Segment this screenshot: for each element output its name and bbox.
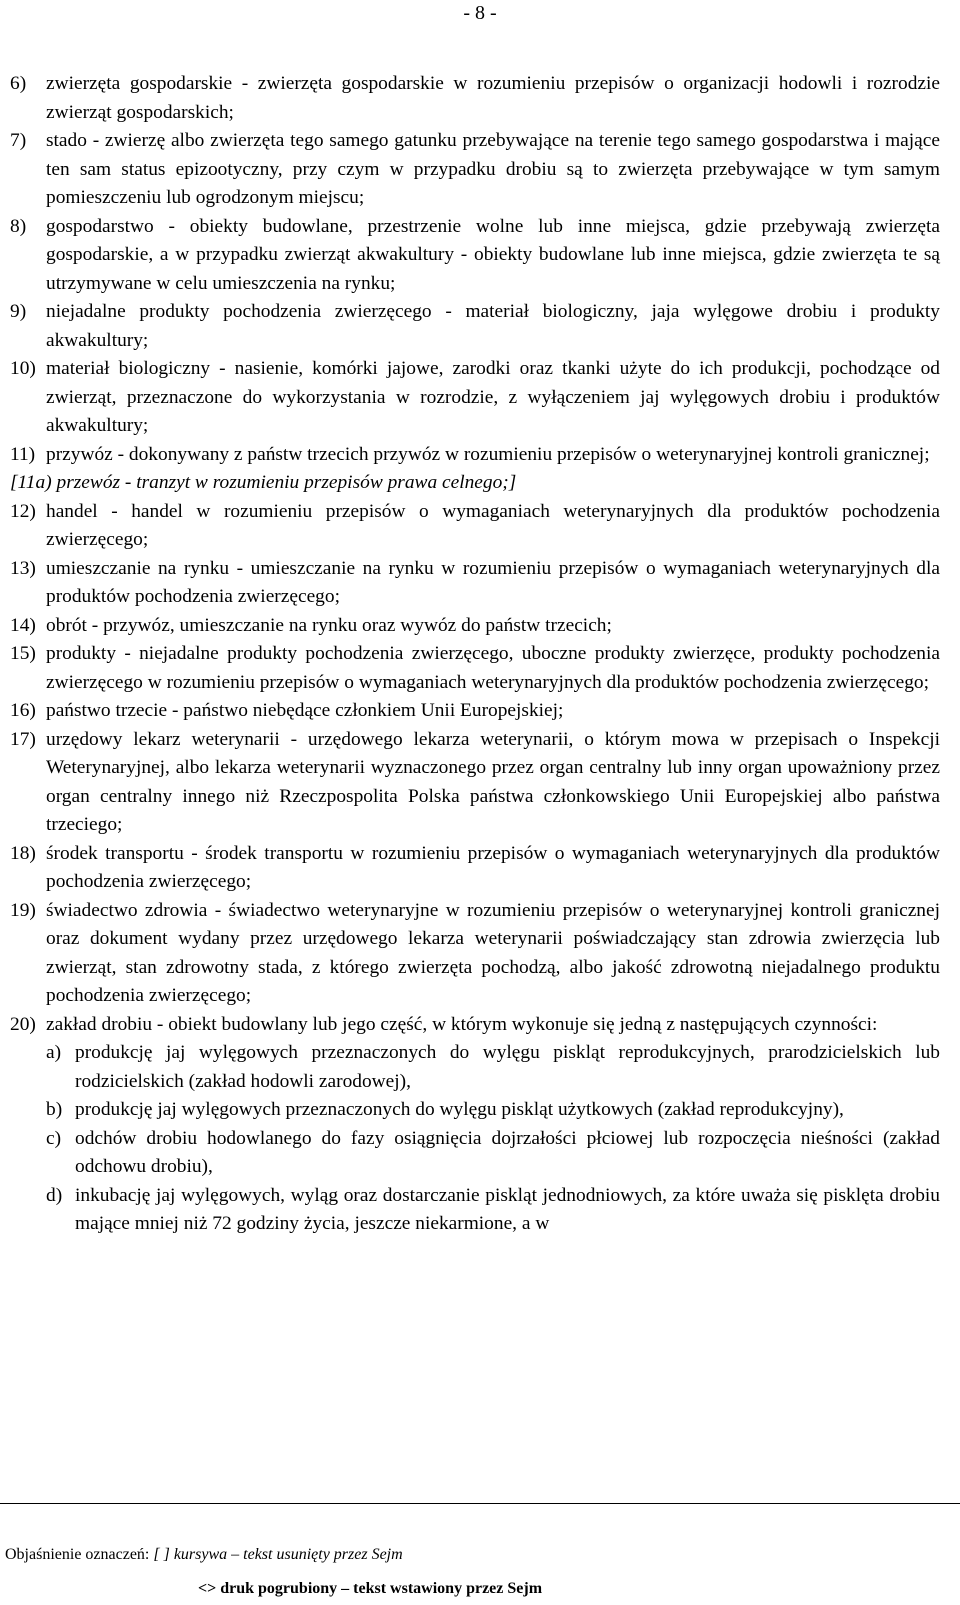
sub-item-letter: b) (46, 1099, 63, 1120)
list-item (10, 726, 940, 840)
list-item (10, 640, 940, 697)
item-text: stado - zwierzę albo zwierzęta tego samego gatunku przebywające na terenie tego samego gospodarstwa i mające ten sam status epizootyczny, przy czym w przypadku drobiu są to zwierzęta przebywające w tym samym pomieszczeniu lub ogrodzonym miejscu; (46, 130, 940, 208)
item-number: 11) (10, 443, 36, 465)
item-text: materiał biologiczny - nasienie, komórki jajowe, zarodki oraz tkanki użyte do ich produkcji, pochodzące od zwierząt, przeznaczone do wykorzystania w rozrodzie, z wyłączeniem jaj wylęgowych drobiu i produktów akwakultury; (46, 358, 940, 436)
item-text: przywóz - dokonywany z państw trzecich przywóz w rozumieniu przepisów o weterynaryjnej kontroli granicznej; (46, 443, 930, 465)
item-number: 12) (10, 500, 36, 522)
deleted-item: [11a) przewóz - tranzyt w rozumieniu przepisów prawa celnego;] (10, 472, 517, 493)
sub-item-text: produkcję jaj wylęgowych przeznaczonych do wylęgu piskląt użytkowych (zakład reprodukcyjny), (75, 1099, 844, 1120)
sub-item-letter: a) (46, 1042, 62, 1063)
footer-divider (0, 1503, 960, 1504)
page-number: - 8 - (463, 2, 497, 24)
list-item (10, 213, 940, 299)
item-number: 13) (10, 557, 36, 579)
item-number: 10) (10, 358, 36, 379)
sub-item-text: odchów drobiu hodowlanego do fazy osiągnięcia dojrzałości płciowej lub rozpoczęcia nieśności (zakład odchowu drobiu), (75, 1127, 940, 1177)
item-text: zakład drobiu - obiekt budowlany lub jego część, w którym wykonuje się jedną z następujących czynności: (46, 1013, 878, 1035)
list-item (10, 498, 940, 555)
footer-label: Objaśnienie oznaczeń: (5, 1546, 150, 1563)
item-number: 8) (10, 215, 27, 237)
list-item (10, 127, 940, 213)
sub-item-text: inkubację jaj wylęgowych, wyląg oraz dostarczanie piskląt jednodniowych, za które uważa się pisklęta drobiu mające mniej niż 72 godziny życia, jeszcze niekarmione, a w (75, 1184, 940, 1234)
footer-italic-note: [ ] kursywa – tekst usunięty przez Sejm (153, 1546, 403, 1563)
list-item (10, 897, 940, 1011)
item-number: 7) (10, 130, 27, 151)
list-item (10, 555, 940, 612)
item-number: 9) (10, 301, 27, 322)
item-text: urzędowy lekarz weterynarii - urzędowego lekarza weterynarii, o którym mowa w przepisach o Inspekcji Weterynaryjnej, albo lekarza weterynarii wyznaczonego przez organ centralny lub inny organ upoważniony przez organ centralny innego niż Rzeczpospolita Polska państwa członkowskiego Unii Europejskiej albo państwa trzeciego; (46, 728, 940, 835)
item-text: środek transportu - środek transportu w rozumieniu przepisów o wymaganiach weterynaryjnych dla produktów pochodzenia zwierzęcego; (46, 842, 940, 892)
sub-item-letter: d) (46, 1184, 63, 1206)
item-text: gospodarstwo - obiekty budowlane, przestrzenie wolne lub inne miejsca, gdzie przebywają zwierzęta gospodarskie, a w przypadku zwierząt akwakultury - obiekty budowlane lub inne miejsca, gdzie zwierzęta te są utrzymywane w celu umieszczenia na rynku; (46, 215, 940, 294)
sub-item-letter: c) (46, 1127, 62, 1149)
sub-item (46, 1096, 940, 1125)
item-number: 15) (10, 643, 36, 664)
sub-item-text: produkcję jaj wylęgowych przeznaczonych do wylęgu piskląt reprodukcyjnych, prarodzicielskich lub rodzicielskich (zakład hodowli zarodowej), (75, 1042, 940, 1092)
list-item (10, 1011, 940, 1040)
item-text: państwo trzecie - państwo niebędące członkiem Unii Europejskiej; (46, 700, 564, 721)
list-item (10, 298, 940, 355)
list-item (10, 70, 940, 127)
item-text: umieszczanie na rynku - umieszczanie na rynku w rozumieniu przepisów o wymaganiach weterynaryjnych dla produktów pochodzenia zwierzęcego; (46, 557, 940, 607)
list-item (10, 355, 940, 441)
item-number: 6) (10, 73, 27, 94)
list-item (10, 840, 940, 897)
list-item (10, 697, 940, 726)
list-item (10, 441, 940, 470)
item-text: produkty - niejadalne produkty pochodzenia zwierzęcego, uboczne produkty zwierzęce, produkty pochodzenia zwierzęcego w rozumieniu przepisów o wymaganiach weterynaryjnych dla produktów pochodzenia zwierzęcego; (46, 643, 940, 693)
footer-bold-note: <> druk pogrubiony – tekst wstawiony przez Sejm (198, 1580, 543, 1597)
item-number: 16) (10, 700, 36, 721)
item-number: 20) (10, 1013, 36, 1035)
item-text: świadectwo zdrowia - świadectwo weterynaryjne w rozumieniu przepisów o weterynaryjnej kontroli granicznej oraz dokument wydany przez urzędowego lekarza weterynarii poświadczający stan zdrowia zwierzęcia lub zwierząt, stan zdrowotny stada, z którego zwierzęta pochodzą, albo jakość zdrowotną niejadalnego produktu pochodzenia zwierzęcego; (46, 899, 940, 1006)
item-text: niejadalne produkty pochodzenia zwierzęcego - materiał biologiczny, jaja wylęgowe drobiu i produkty akwakultury; (46, 301, 940, 351)
item-text: handel - handel w rozumieniu przepisów o wymaganiach weterynaryjnych dla produktów pochodzenia zwierzęcego; (46, 500, 940, 550)
sub-item (46, 1182, 940, 1239)
item-number: 19) (10, 899, 36, 921)
item-number: 17) (10, 728, 36, 750)
item-number: 18) (10, 842, 36, 864)
definitions-list (10, 70, 940, 1239)
item-number: 14) (10, 614, 36, 636)
list-item (10, 612, 940, 641)
footer-legend (5, 1546, 403, 1564)
sub-item (46, 1039, 940, 1096)
sub-item (46, 1125, 940, 1182)
item-text: zwierzęta gospodarskie - zwierzęta gospodarskie w rozumieniu przepisów o organizacji hodowli i rozrodzie zwierząt gospodarskich; (46, 73, 940, 123)
item-text: obrót - przywóz, umieszczanie na rynku oraz wywóz do państw trzecich; (46, 614, 612, 636)
